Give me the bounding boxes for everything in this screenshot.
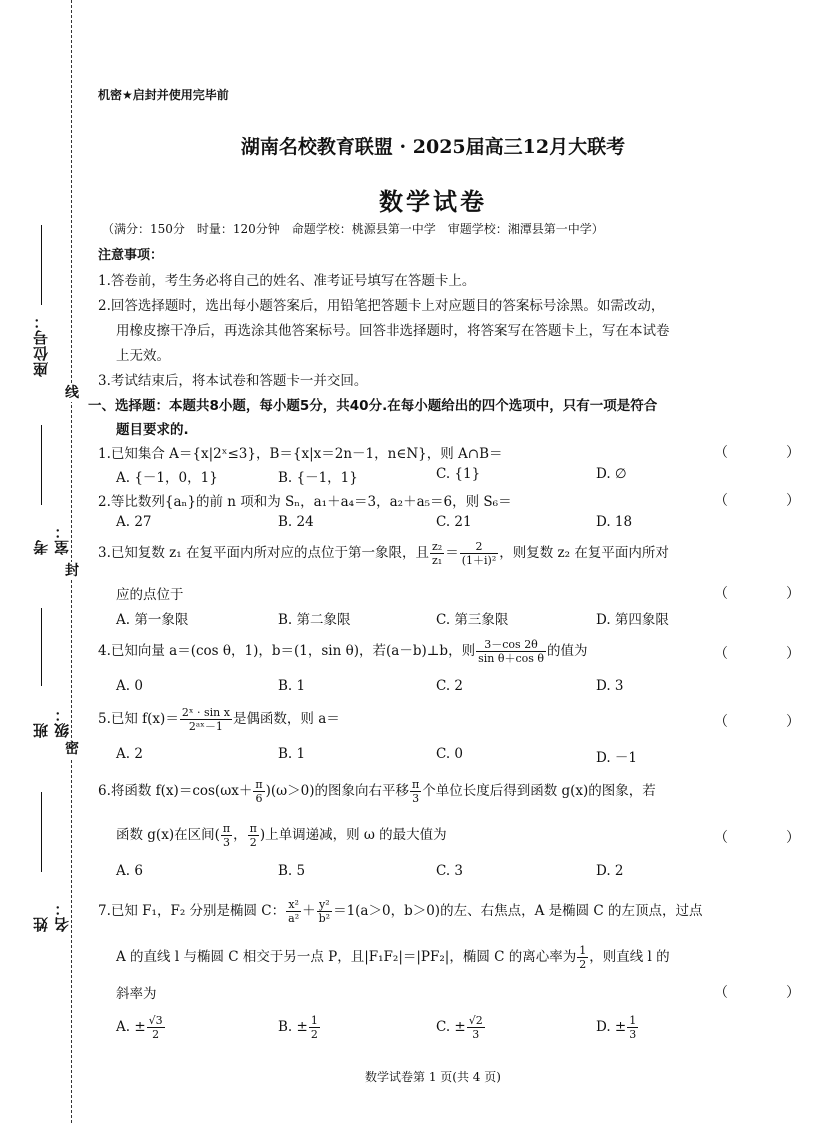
q3-value-denominator: (1＋i)² xyxy=(461,554,497,567)
exam-meta: （满分：150分 时量：120分钟 命题学校：桃源县第一中学 审题学校：湘潭县第一中学） xyxy=(102,222,604,236)
q4-option-d: D. 3 xyxy=(596,678,624,694)
q7-option-d-fraction xyxy=(627,1014,638,1041)
q6-shift-numerator: π xyxy=(411,778,420,791)
q2-option-a: A. 27 xyxy=(116,514,152,530)
q6-option-b: B. 5 xyxy=(278,863,306,879)
q6-interval-right-den: 2 xyxy=(249,836,257,849)
q7-option-b-fraction xyxy=(309,1014,320,1041)
q6-interval-right-num: π xyxy=(249,822,257,835)
q7-plus: ＋ xyxy=(302,903,316,919)
q6-interval-comma: ， xyxy=(233,827,247,843)
q5-denominator: 2ᵃˣ－1 xyxy=(188,720,223,733)
q6-interval-left xyxy=(221,822,232,849)
q6-line1-post: 个单位长度后得到函数 g(x)的图象，若 xyxy=(422,783,656,799)
name-field[interactable] xyxy=(30,792,71,932)
q7-y-numerator: y² xyxy=(317,898,332,912)
q7-x-numerator: x² xyxy=(286,898,301,912)
q5-option-c: C. 0 xyxy=(436,746,464,762)
seal-char-feng: 封 xyxy=(65,563,79,579)
q7-option-b xyxy=(278,1014,321,1041)
q7-option-a xyxy=(116,1014,166,1041)
exam-room-label: 考室： xyxy=(32,523,71,555)
q7-ecc-denominator: 2 xyxy=(579,958,587,971)
q6-option-d: D. 2 xyxy=(596,863,624,879)
seat-number-label: 座位号： xyxy=(32,313,50,377)
q2-option-c: C. 21 xyxy=(436,514,472,530)
notice-item-2-end: 上无效。 xyxy=(116,348,170,364)
q7-option-c-fraction xyxy=(467,1014,485,1041)
seal-char-xian: 线 xyxy=(65,385,79,401)
class-field[interactable] xyxy=(30,608,71,738)
subject-title: 数学试卷 xyxy=(379,187,487,216)
q7-eccentricity xyxy=(577,944,588,971)
class-underline[interactable] xyxy=(41,608,42,686)
q5-stem-pre: 5.已知 f(x)＝ xyxy=(98,711,179,727)
q4-option-c: C. 2 xyxy=(436,678,464,694)
q3-stem-post: ，则复数 z₂ 在复平面内所对 xyxy=(499,545,669,561)
q5-stem-post: 是偶函数，则 a＝ xyxy=(232,711,340,727)
q2-answer-paren: （ ） xyxy=(714,493,822,509)
seat-number-underline[interactable] xyxy=(41,225,42,305)
q7-option-a-label: A. ± xyxy=(116,1019,146,1035)
q3-option-b: B. 第二象限 xyxy=(278,612,351,628)
q1-answer-paren: （ ） xyxy=(714,445,822,461)
q1-option-d: D. ∅ xyxy=(596,466,627,482)
q4-numerator: 3－cos 2θ xyxy=(476,638,546,652)
q3-value-numerator: 2 xyxy=(460,540,499,554)
q4-denominator: sin θ＋cos θ xyxy=(478,652,544,665)
q6-interval-right xyxy=(248,822,259,849)
name-underline[interactable] xyxy=(41,792,42,872)
q4-stem xyxy=(98,638,588,665)
q7-line2-pre: A 的直线 l 与椭圆 C 相交于另一点 P，且|F₁F₂|＝|PF₂|，椭圆 C 的离心率为 xyxy=(116,949,577,965)
q7-answer-paren: （ ） xyxy=(714,985,822,1001)
q6-line2-pre: 函数 g(x)在区间( xyxy=(116,827,220,843)
q6-interval-left-den: 3 xyxy=(222,836,230,849)
seal-char-mi: 密 xyxy=(65,741,79,757)
q1-option-a: A. {－1，0，1} xyxy=(116,470,218,486)
confidential-mark: 机密★启封并使用完毕前 xyxy=(98,88,229,102)
class-label: 班级： xyxy=(32,706,71,738)
q7-option-a-numerator: √3 xyxy=(148,1014,163,1027)
q3-ratio-denominator: z₁ xyxy=(432,554,443,567)
binding-margin xyxy=(0,0,90,1123)
q7-x-denominator: a² xyxy=(288,912,300,925)
q6-stem-cont xyxy=(116,822,447,849)
q7-stem-cont xyxy=(116,944,670,971)
page-footer: 数学试卷第 1 页(共 4 页) xyxy=(365,1070,501,1084)
q4-stem-post: 的值为 xyxy=(547,643,588,659)
q6-answer-paren: （ ） xyxy=(714,830,822,846)
q6-line1-pre: 6.将函数 f(x)＝cos(ωx＋ xyxy=(98,783,253,799)
q4-option-a: A. 0 xyxy=(116,678,143,694)
q3-option-a: A. 第一象限 xyxy=(116,612,189,628)
q6-shift-denominator: 3 xyxy=(412,792,420,805)
q3-value-fraction xyxy=(460,540,499,567)
q7-option-d xyxy=(596,1014,639,1041)
q5-option-d: D. －1 xyxy=(596,750,638,766)
q7-option-b-label: B. ± xyxy=(278,1019,308,1035)
q7-option-d-denominator: 3 xyxy=(629,1028,637,1041)
q7-ecc-numerator: 1 xyxy=(579,944,587,957)
q6-option-a: A. 6 xyxy=(116,863,143,879)
q7-stem-end: 斜率为 xyxy=(116,986,157,1002)
q5-option-b: B. 1 xyxy=(278,746,306,762)
q6-phase-denominator: 6 xyxy=(255,792,263,805)
q3-stem-cont: 应的点位于 xyxy=(116,587,184,603)
name-label: 姓名： xyxy=(32,900,71,932)
q5-option-a: A. 2 xyxy=(116,746,143,762)
q2-stem: 2.等比数列{aₙ}的前 n 项和为 Sₙ，a₁＋a₄＝3，a₂＋a₅＝6，则 S₆＝ xyxy=(98,494,512,510)
q7-stem xyxy=(98,898,703,925)
exam-room-field[interactable] xyxy=(30,425,71,555)
q7-x-term xyxy=(286,898,301,925)
q4-fraction xyxy=(476,638,546,665)
q6-option-c: C. 3 xyxy=(436,863,464,879)
q2-option-b: B. 24 xyxy=(278,514,314,530)
q6-line1-mid: )(ω＞0)的图象向右平移 xyxy=(265,783,409,799)
q7-option-c xyxy=(436,1014,486,1041)
seat-number-field[interactable] xyxy=(30,225,54,380)
notice-item-2-cont: 用橡皮擦干净后，再选涂其他答案标号。回答非选择题时，将答案写在答题卡上，写在本试卷 xyxy=(116,323,670,339)
q7-option-d-numerator: 1 xyxy=(629,1014,637,1027)
q3-option-d: D. 第四象限 xyxy=(596,612,669,628)
q7-y-denominator: b² xyxy=(318,912,331,925)
q7-option-c-denominator: 3 xyxy=(472,1028,480,1041)
q3-stem-pre: 3.已知复数 z₁ 在复平面内所对应的点位于第一象限，且 xyxy=(98,545,429,561)
q1-option-c: C. {1} xyxy=(436,466,481,482)
q5-answer-paren: （ ） xyxy=(714,714,822,730)
q3-ratio-fraction xyxy=(430,540,444,567)
q3-ratio-numerator: z₂ xyxy=(432,540,443,553)
q7-option-d-label: D. ± xyxy=(596,1019,627,1035)
notice-item-3: 3.考试结束后，将本试卷和答题卡一并交回。 xyxy=(98,373,368,389)
q3-stem xyxy=(98,540,669,567)
q6-stem xyxy=(98,778,656,805)
q6-line2-post: )上单调递减，则 ω 的最大值为 xyxy=(259,827,447,843)
q7-option-b-numerator: 1 xyxy=(310,1014,318,1027)
q1-option-b: B. {－1，1} xyxy=(278,470,358,486)
exam-title: 湖南名校教育联盟 · 2025届高三12月大联考 xyxy=(240,136,626,158)
notice-item-1: 1.答卷前，考生务必将自己的姓名、准考证号填写在答题卡上。 xyxy=(98,273,476,289)
q4-answer-paren: （ ） xyxy=(714,646,822,662)
q7-option-c-numerator: √2 xyxy=(468,1014,483,1027)
q6-shift-fraction xyxy=(410,778,421,805)
notice-heading: 注意事项： xyxy=(98,248,164,263)
q6-phase-fraction xyxy=(253,778,264,805)
q7-line1-pre: 7.已知 F₁，F₂ 分别是椭圆 C： xyxy=(98,903,286,919)
q4-option-b: B. 1 xyxy=(278,678,306,694)
q5-numerator: 2ˣ · sin x xyxy=(181,706,230,719)
q5-stem xyxy=(98,706,340,733)
notice-item-2: 2.回答选择题时，选出每小题答案后，用铅笔把答题卡上对应题目的答案标号涂黑。如需改动， xyxy=(98,298,665,314)
q2-option-d: D. 18 xyxy=(596,514,633,530)
q5-fraction xyxy=(180,706,232,733)
q7-y-term xyxy=(317,898,332,925)
section-heading-cont: 题目要求的. xyxy=(116,422,189,438)
section-heading: 一、选择题：本题共8小题，每小题5分，共40分.在每小题给出的四个选项中，只有一项是符合 xyxy=(88,398,658,414)
q7-line2-post: ，则直线 l 的 xyxy=(589,949,670,965)
q4-stem-pre: 4.已知向量 a＝(cos θ，1)，b＝(1，sin θ)，若(a－b)⊥b，则 xyxy=(98,643,476,659)
q6-interval-left-num: π xyxy=(222,822,231,835)
q6-phase-numerator: π xyxy=(255,778,263,791)
q1-stem: 1.已知集合 A＝{x|2ˣ≤3}，B＝{x|x＝2n－1，n∈N}，则 A∩B＝ xyxy=(98,446,503,462)
q3-answer-paren: （ ） xyxy=(714,586,822,602)
q7-line1-post: ＝1(a＞0，b＞0)的左、右焦点，A 是椭圆 C 的左顶点，过点 xyxy=(333,903,703,919)
q7-option-a-denominator: 2 xyxy=(152,1028,160,1041)
exam-room-underline[interactable] xyxy=(41,425,42,505)
q7-option-b-denominator: 2 xyxy=(310,1028,318,1041)
q3-option-c: C. 第三象限 xyxy=(436,612,509,628)
q3-equals: ＝ xyxy=(445,545,459,561)
q7-option-c-label: C. ± xyxy=(436,1019,466,1035)
q7-option-a-fraction xyxy=(147,1014,165,1041)
